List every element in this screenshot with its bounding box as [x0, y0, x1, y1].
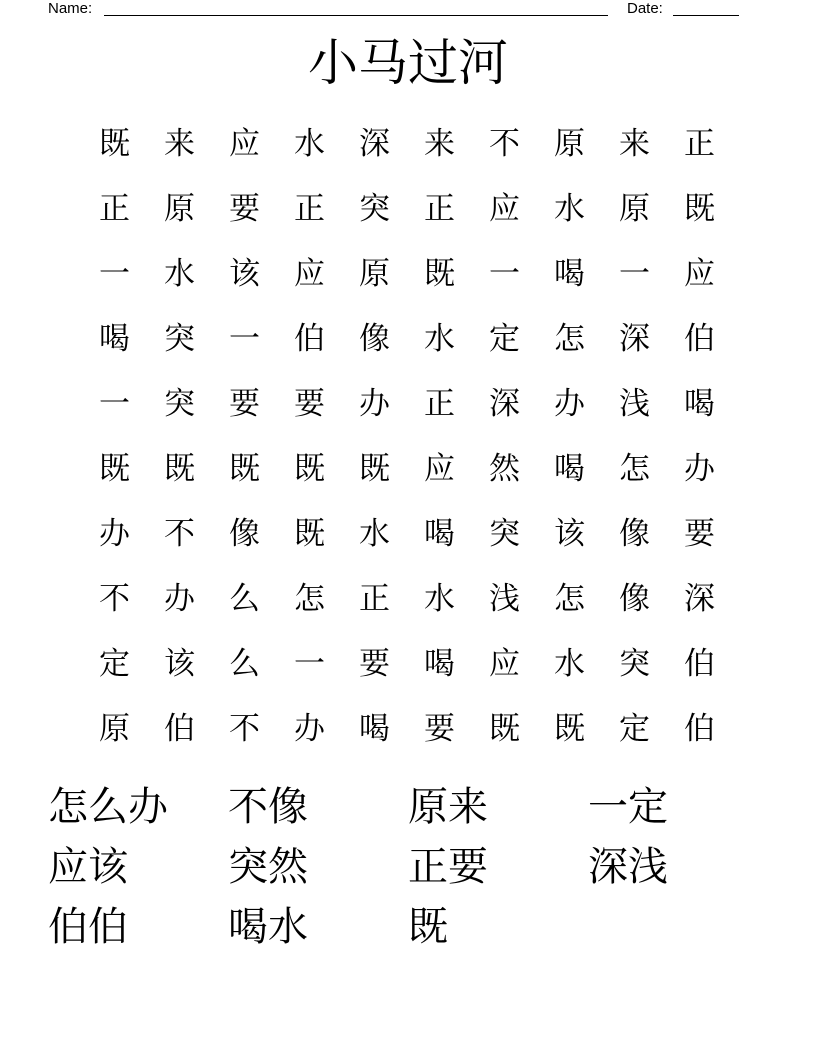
grid-character: 原	[359, 256, 390, 292]
vocabulary-word: 怎么办	[48, 784, 168, 830]
grid-character: 应	[229, 126, 260, 162]
grid-character: 既	[294, 516, 325, 552]
word-row	[48, 840, 768, 900]
grid-character: 来	[424, 126, 455, 162]
vocabulary-word: 一定	[588, 784, 668, 830]
grid-character: 水	[424, 581, 455, 617]
vocabulary-word: 既	[408, 904, 448, 950]
grid-character: 要	[684, 516, 715, 552]
word-row	[48, 780, 768, 840]
grid-character: 突	[164, 321, 195, 357]
grid-row	[82, 639, 732, 704]
grid-row	[82, 509, 732, 574]
word-row	[48, 900, 768, 960]
grid-character: 既	[684, 191, 715, 227]
grid-character: 喝	[99, 321, 130, 357]
date-blank-line	[673, 15, 739, 16]
date-label: Date:	[627, 0, 663, 17]
grid-character: 水	[164, 256, 195, 292]
grid-character: 么	[229, 646, 260, 682]
grid-character: 要	[229, 191, 260, 227]
name-date-header	[0, 0, 816, 20]
grid-character: 应	[489, 191, 520, 227]
grid-character: 正	[684, 126, 715, 162]
grid-character: 深	[359, 126, 390, 162]
grid-character: 办	[294, 711, 325, 747]
grid-character: 应	[684, 256, 715, 292]
grid-character: 正	[424, 191, 455, 227]
grid-character: 然	[489, 451, 520, 487]
grid-character: 既	[359, 451, 390, 487]
grid-character: 该	[164, 646, 195, 682]
grid-character: 突	[164, 386, 195, 422]
grid-character: 突	[619, 646, 650, 682]
grid-character: 深	[619, 321, 650, 357]
grid-character: 该	[229, 256, 260, 292]
grid-character: 既	[554, 711, 585, 747]
grid-character: 定	[489, 321, 520, 357]
word-list	[48, 780, 768, 960]
grid-character: 原	[99, 711, 130, 747]
grid-character: 要	[294, 386, 325, 422]
vocabulary-word: 不像	[228, 784, 308, 830]
grid-character: 既	[489, 711, 520, 747]
grid-row	[82, 444, 732, 509]
grid-character: 深	[489, 386, 520, 422]
grid-character: 办	[164, 581, 195, 617]
grid-character: 办	[554, 386, 585, 422]
grid-character: 要	[229, 386, 260, 422]
grid-character: 既	[294, 451, 325, 487]
grid-character: 像	[229, 516, 260, 552]
grid-character: 水	[554, 191, 585, 227]
grid-character: 不	[489, 126, 520, 162]
grid-character: 一	[99, 386, 130, 422]
grid-character: 正	[99, 191, 130, 227]
grid-character: 原	[164, 191, 195, 227]
grid-character: 像	[359, 321, 390, 357]
grid-character: 伯	[684, 711, 715, 747]
grid-character: 定	[619, 711, 650, 747]
grid-character: 喝	[684, 386, 715, 422]
name-label: Name:	[48, 0, 93, 17]
grid-character: 怎	[294, 581, 325, 617]
grid-character: 喝	[554, 256, 585, 292]
grid-character: 来	[619, 126, 650, 162]
grid-character: 浅	[619, 386, 650, 422]
vocabulary-word: 原来	[408, 784, 488, 830]
grid-character: 原	[554, 126, 585, 162]
grid-character: 要	[424, 711, 455, 747]
grid-character: 喝	[359, 711, 390, 747]
vocabulary-word: 伯伯	[48, 904, 128, 950]
grid-character: 水	[424, 321, 455, 357]
grid-character: 该	[554, 516, 585, 552]
grid-character: 既	[424, 256, 455, 292]
grid-character: 喝	[424, 646, 455, 682]
grid-character: 喝	[424, 516, 455, 552]
grid-character: 办	[684, 451, 715, 487]
grid-row	[82, 249, 732, 314]
grid-character: 水	[554, 646, 585, 682]
grid-character: 伯	[684, 321, 715, 357]
grid-row	[82, 574, 732, 639]
grid-character: 怎	[554, 581, 585, 617]
grid-character: 突	[489, 516, 520, 552]
grid-row	[82, 379, 732, 444]
grid-character: 要	[359, 646, 390, 682]
grid-character: 正	[294, 191, 325, 227]
vocabulary-word: 深浅	[588, 844, 668, 890]
grid-character: 水	[294, 126, 325, 162]
grid-character: 一	[619, 256, 650, 292]
grid-character: 应	[294, 256, 325, 292]
grid-character: 伯	[164, 711, 195, 747]
grid-character: 不	[99, 581, 130, 617]
grid-row	[82, 119, 732, 184]
grid-character: 一	[489, 256, 520, 292]
vocabulary-word: 喝水	[228, 904, 308, 950]
grid-character: 么	[229, 581, 260, 617]
grid-character: 正	[359, 581, 390, 617]
grid-character: 来	[164, 126, 195, 162]
grid-character: 怎	[619, 451, 650, 487]
grid-character: 像	[619, 516, 650, 552]
grid-character: 办	[99, 516, 130, 552]
grid-character: 应	[424, 451, 455, 487]
vocabulary-word: 应该	[48, 844, 128, 890]
grid-row	[82, 184, 732, 249]
grid-character: 办	[359, 386, 390, 422]
grid-character: 伯	[684, 646, 715, 682]
grid-character: 正	[424, 386, 455, 422]
grid-character: 既	[164, 451, 195, 487]
grid-character: 不	[229, 711, 260, 747]
vocabulary-word: 正要	[408, 844, 488, 890]
grid-character: 既	[229, 451, 260, 487]
grid-character: 一	[294, 646, 325, 682]
grid-character: 应	[489, 646, 520, 682]
grid-character: 一	[99, 256, 130, 292]
vocabulary-word: 突然	[228, 844, 308, 890]
character-grid	[82, 119, 732, 769]
grid-character: 既	[99, 126, 130, 162]
grid-character: 喝	[554, 451, 585, 487]
grid-character: 既	[99, 451, 130, 487]
grid-row	[82, 704, 732, 769]
grid-row	[82, 314, 732, 379]
grid-character: 伯	[294, 321, 325, 357]
grid-character: 突	[359, 191, 390, 227]
grid-character: 水	[359, 516, 390, 552]
grid-character: 深	[684, 581, 715, 617]
grid-character: 像	[619, 581, 650, 617]
grid-character: 原	[619, 191, 650, 227]
name-blank-line	[104, 15, 608, 16]
grid-character: 怎	[554, 321, 585, 357]
grid-character: 定	[99, 646, 130, 682]
page-title: 小马过河	[308, 34, 508, 92]
grid-character: 浅	[489, 581, 520, 617]
grid-character: 不	[164, 516, 195, 552]
grid-character: 一	[229, 321, 260, 357]
